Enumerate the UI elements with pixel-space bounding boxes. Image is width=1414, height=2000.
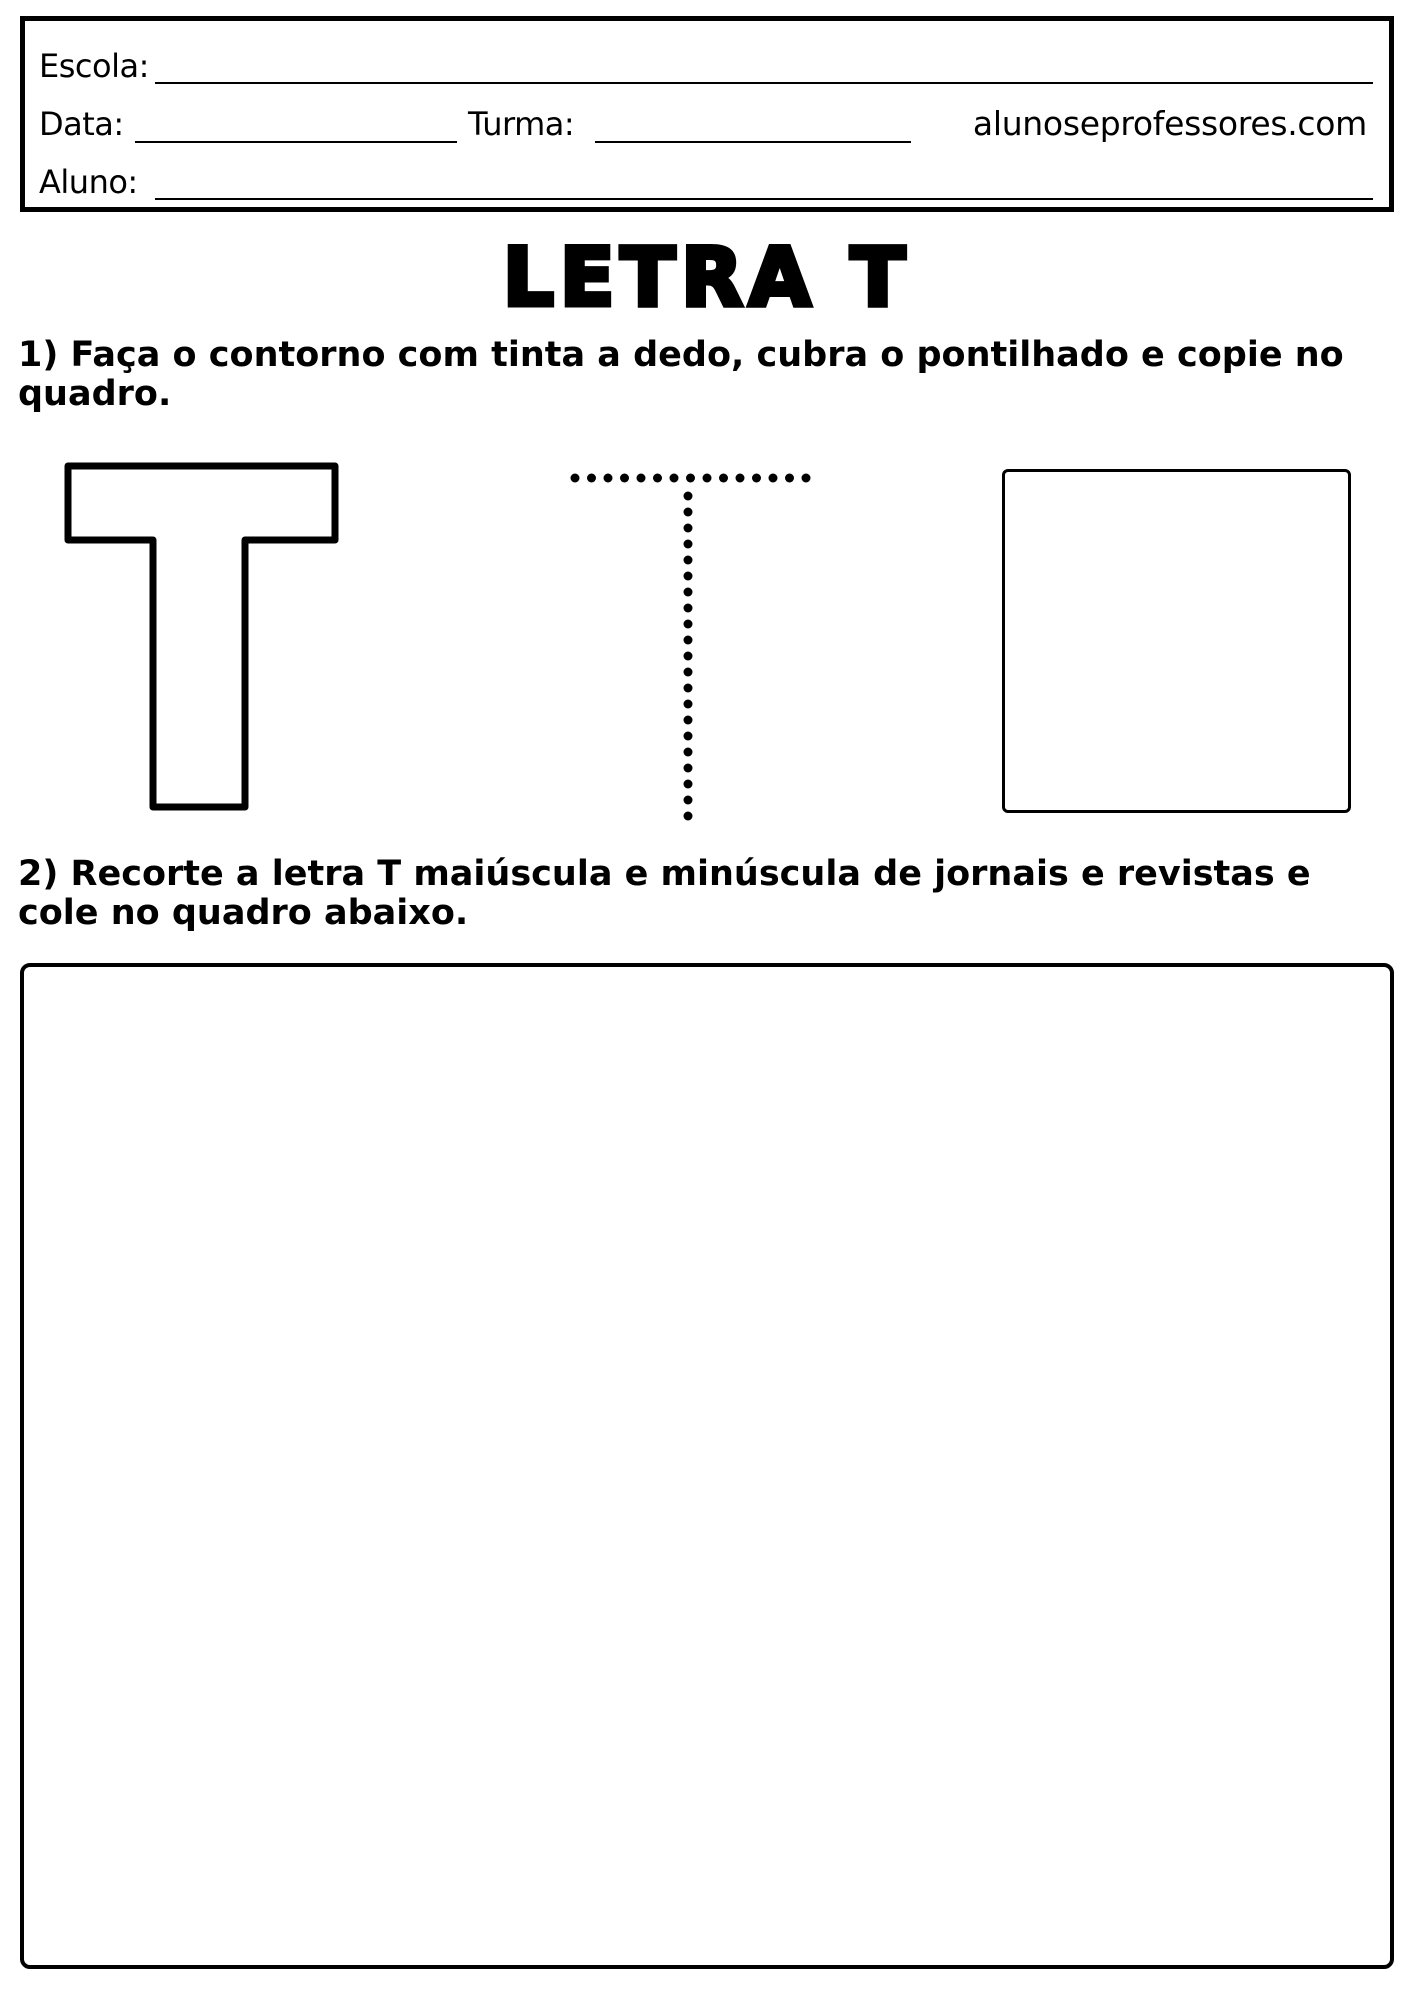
- school-field[interactable]: [155, 82, 1373, 84]
- school-label: Escola:: [39, 47, 149, 85]
- student-label: Aluno:: [39, 163, 138, 201]
- class-label: Turma:: [468, 105, 575, 143]
- letter-t-outline-icon: [60, 456, 350, 818]
- page-title: LETRA T: [502, 231, 912, 324]
- website-text: alunoseprofessores.com: [972, 104, 1367, 143]
- student-field[interactable]: [155, 198, 1373, 200]
- header-box: [20, 16, 1394, 212]
- paste-box[interactable]: [20, 963, 1394, 1969]
- date-field[interactable]: [135, 141, 457, 143]
- exercise1-instruction: 1) Faça o contorno com tinta a dedo, cubra o pontilhado e copie no quadro.: [18, 335, 1344, 414]
- exercise2-instruction: 2) Recorte a letra T maiúscula e minúscula de jornais e revistas e cole no quadro abaixo.: [18, 854, 1311, 933]
- class-field[interactable]: [595, 141, 911, 143]
- date-label: Data:: [39, 105, 124, 143]
- letter-t-dotted-icon: [560, 464, 820, 820]
- copy-box[interactable]: [1002, 469, 1351, 813]
